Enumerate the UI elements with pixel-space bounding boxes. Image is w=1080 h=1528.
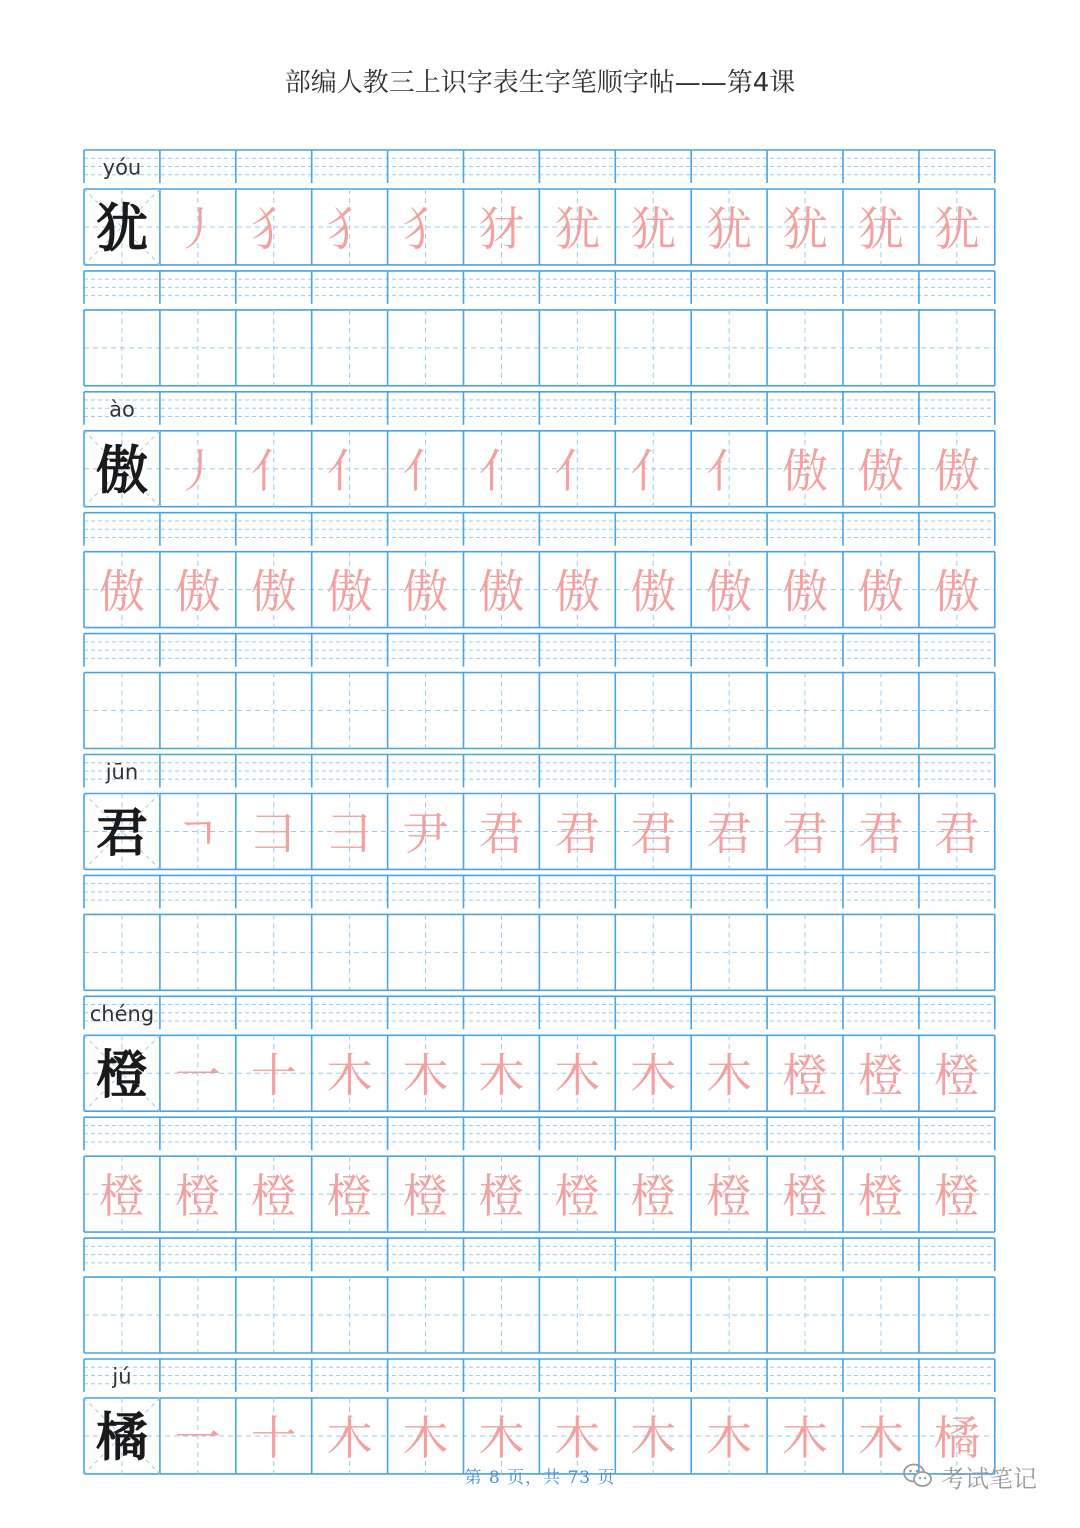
watermark xyxy=(903,1458,1037,1494)
stroke-order-glyph: 丿 xyxy=(174,201,221,256)
stroke-order-glyph: 木 xyxy=(857,1410,904,1465)
trace-glyph: 傲 xyxy=(402,564,449,619)
trace-glyph: 傲 xyxy=(98,564,145,619)
trace-glyph: 橙 xyxy=(554,1169,601,1224)
stroke-order-glyph: 尹 xyxy=(402,806,449,861)
stroke-order-glyph: 橘 xyxy=(933,1410,980,1465)
pinyin-label: yóu xyxy=(102,155,142,180)
stroke-order-glyph: 木 xyxy=(630,1048,677,1103)
pinyin-label: ào xyxy=(109,397,135,422)
stroke-order-glyph: 犹 xyxy=(782,201,829,256)
watermark-text: 考试笔记 xyxy=(941,1464,1037,1493)
page-footer: 第 8 页，共 73 页 xyxy=(464,1468,616,1488)
stroke-order-glyph: 木 xyxy=(782,1410,829,1465)
trace-glyph: 傲 xyxy=(706,564,753,619)
stroke-order-glyph: 君 xyxy=(630,806,677,861)
trace-glyph: 傲 xyxy=(478,564,525,619)
stroke-order-glyph: 木 xyxy=(630,1410,677,1465)
trace-glyph: 傲 xyxy=(857,564,904,619)
wechat-icon xyxy=(903,1463,933,1489)
pinyin-label: chéng xyxy=(89,1001,155,1026)
stroke-order-glyph: 木 xyxy=(402,1410,449,1465)
stroke-order-glyph: 亻 xyxy=(554,443,601,498)
stroke-order-glyph: 亻 xyxy=(478,443,525,498)
pinyin-label: jūn xyxy=(105,760,139,784)
stroke-order-glyph: 犹 xyxy=(857,201,904,256)
trace-glyph: 橙 xyxy=(630,1169,677,1224)
stroke-order-glyph: ㄱ xyxy=(175,806,221,861)
trace-glyph: 橙 xyxy=(478,1169,525,1224)
stroke-order-glyph: 木 xyxy=(478,1048,525,1103)
stroke-order-glyph: 木 xyxy=(706,1048,753,1103)
stroke-order-glyph: 一 xyxy=(174,1410,221,1465)
stroke-order-glyph: 木 xyxy=(478,1410,525,1465)
stroke-order-glyph: 犭 xyxy=(250,201,297,256)
trace-glyph: 傲 xyxy=(933,564,980,619)
stroke-order-glyph: 木 xyxy=(326,1410,373,1465)
stroke-order-glyph: 十 xyxy=(250,1410,297,1465)
model-character: 橙 xyxy=(95,1044,148,1106)
stroke-order-glyph: 亻 xyxy=(630,443,677,498)
stroke-order-glyph: 亻 xyxy=(326,443,373,498)
stroke-order-glyph: 彐 xyxy=(250,806,297,861)
stroke-order-glyph: 亻 xyxy=(706,443,753,498)
stroke-order-glyph: 君 xyxy=(706,806,753,861)
stroke-order-glyph: 犹 xyxy=(554,201,601,256)
trace-glyph: 橙 xyxy=(250,1169,297,1224)
stroke-order-glyph: 犭 xyxy=(326,201,373,256)
stroke-order-glyph: 亻 xyxy=(250,443,297,498)
pinyin-label: jú xyxy=(112,1364,132,1389)
model-character: 傲 xyxy=(95,440,148,502)
stroke-order-glyph: 傲 xyxy=(933,443,980,498)
stroke-order-glyph: 丿 xyxy=(174,443,221,498)
stroke-order-glyph: 橙 xyxy=(933,1048,980,1103)
page-title: 部编人教三上识字表生字笔顺字帖——第4课 xyxy=(284,68,796,98)
stroke-order-glyph: 君 xyxy=(933,806,980,861)
stroke-order-glyph: 木 xyxy=(554,1048,601,1103)
stroke-order-glyph: 橙 xyxy=(782,1048,829,1103)
trace-glyph: 傲 xyxy=(250,564,297,619)
trace-glyph: 橙 xyxy=(706,1169,753,1224)
trace-glyph: 橙 xyxy=(174,1169,221,1224)
stroke-order-glyph: 十 xyxy=(250,1048,297,1103)
trace-glyph: 橙 xyxy=(933,1169,980,1224)
trace-glyph: 橙 xyxy=(98,1169,145,1224)
trace-glyph: 橙 xyxy=(857,1169,904,1224)
stroke-order-glyph: 犹 xyxy=(706,201,753,256)
trace-glyph: 傲 xyxy=(630,564,677,619)
trace-glyph: 橙 xyxy=(402,1169,449,1224)
stroke-order-glyph: 君 xyxy=(554,806,601,861)
stroke-order-glyph: 傲 xyxy=(857,443,904,498)
stroke-order-glyph: 木 xyxy=(326,1048,373,1103)
trace-glyph: 橙 xyxy=(782,1169,829,1224)
stroke-order-glyph: 犭 xyxy=(402,201,449,256)
trace-glyph: 傲 xyxy=(174,564,221,619)
stroke-order-glyph: 犲 xyxy=(478,201,525,256)
trace-glyph: 橙 xyxy=(326,1169,373,1224)
stroke-order-glyph: 君 xyxy=(857,806,904,861)
stroke-order-glyph: 木 xyxy=(402,1048,449,1103)
stroke-order-glyph: 彐 xyxy=(326,806,373,861)
model-character: 犹 xyxy=(95,198,148,260)
model-character: 君 xyxy=(95,802,148,864)
stroke-order-glyph: 木 xyxy=(554,1410,601,1465)
stroke-order-glyph: 君 xyxy=(782,806,829,861)
stroke-order-glyph: 君 xyxy=(478,806,525,861)
stroke-order-glyph: 亻 xyxy=(402,443,449,498)
stroke-order-glyph: 橙 xyxy=(857,1048,904,1103)
stroke-order-glyph: 木 xyxy=(706,1410,753,1465)
trace-glyph: 傲 xyxy=(326,564,373,619)
model-character: 橘 xyxy=(95,1407,148,1469)
trace-glyph: 傲 xyxy=(554,564,601,619)
stroke-order-glyph: 犹 xyxy=(933,201,980,256)
stroke-order-glyph: 犹 xyxy=(630,201,677,256)
trace-glyph: 傲 xyxy=(782,564,829,619)
stroke-order-glyph: 傲 xyxy=(782,443,829,498)
stroke-order-glyph: 一 xyxy=(174,1048,221,1103)
